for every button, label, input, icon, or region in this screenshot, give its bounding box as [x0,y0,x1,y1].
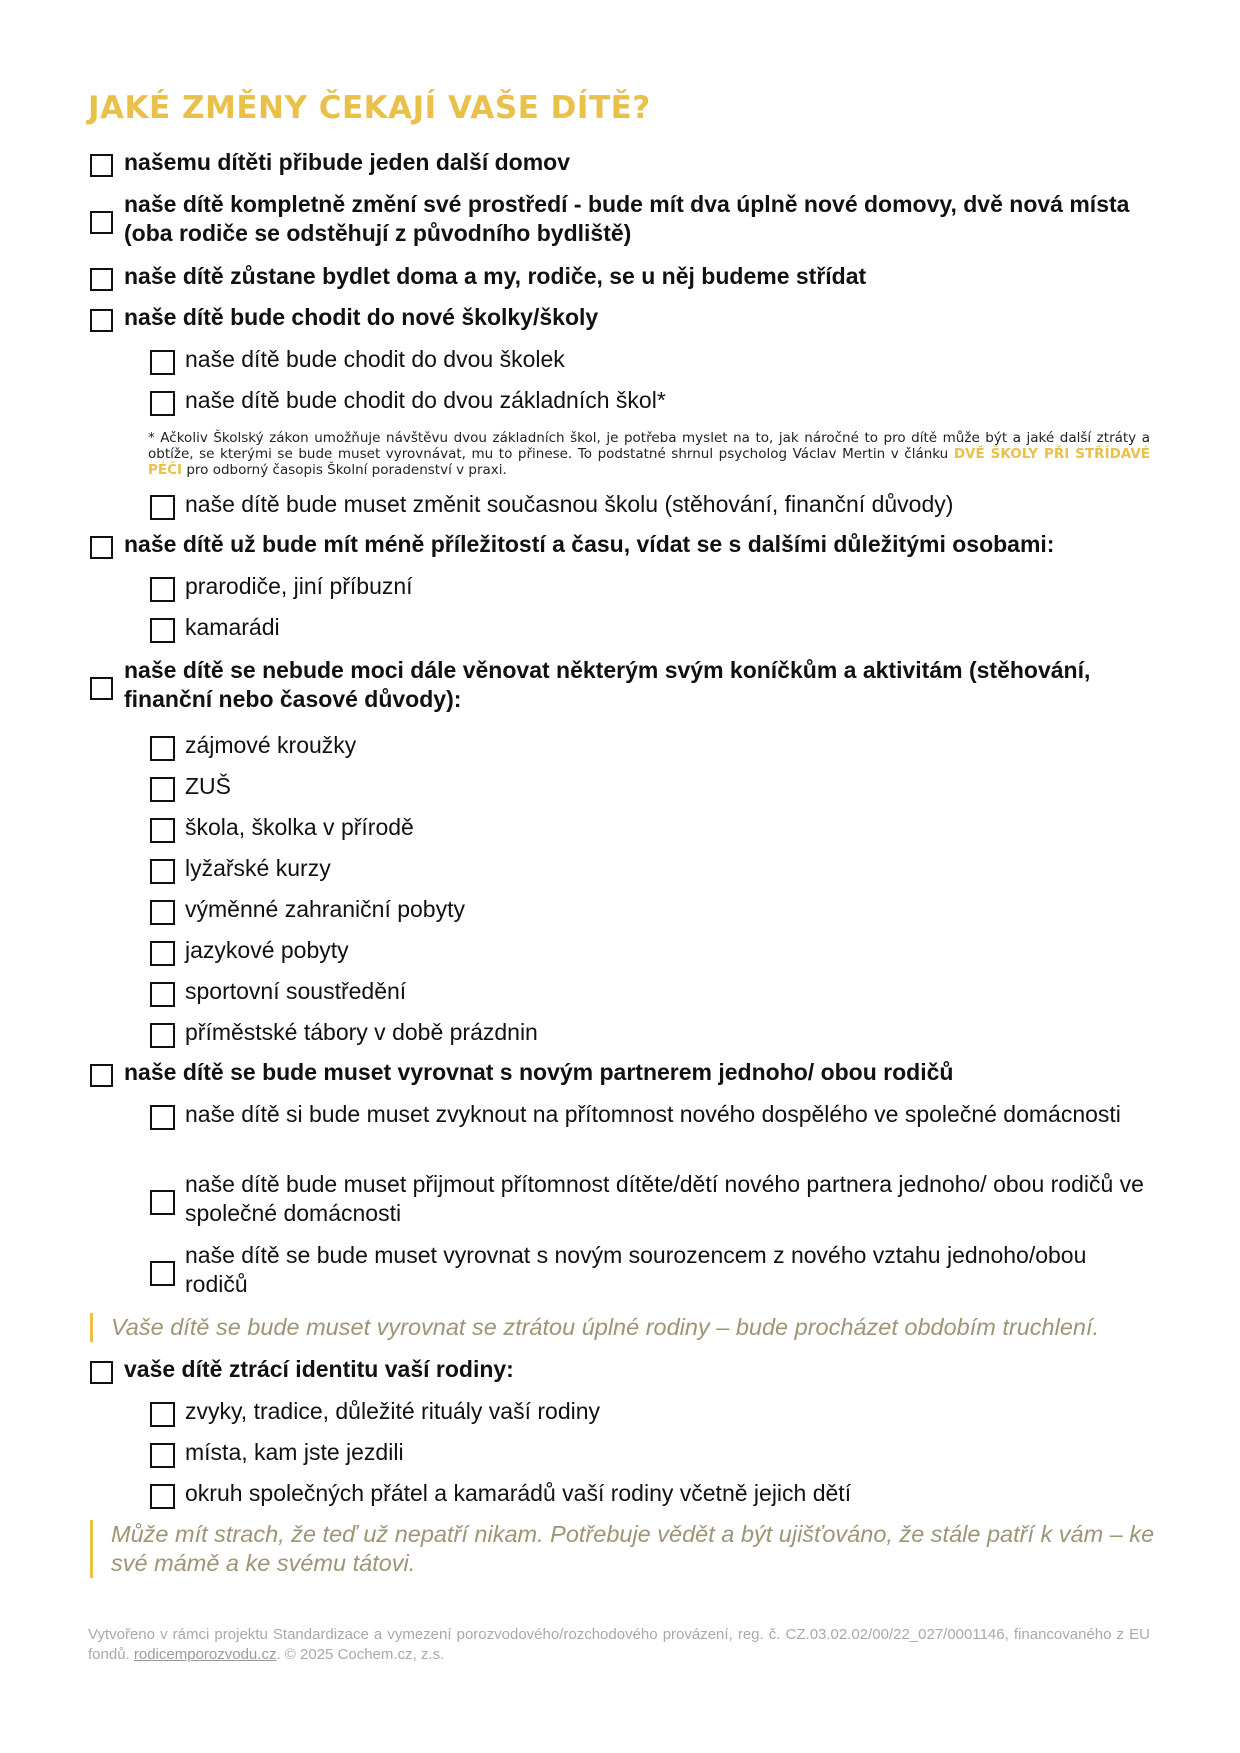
footnote-text: * Ačkoliv Školský zákon umožňuje návštěvu dvou základních škol, je potřeba myslet na to, jak náročné to pro dítě může být a jaké další ztráty a obtíže, se kterými se bude muset vyrovnávat, mu to přinese. To podstatné shrnul psycholog Václav Mertin v článku [148,430,1150,462]
footer-text: Vytvořeno v rámci projektu Standardizace a vymezení porozvodového/rozchodového provázení, reg. č. CZ.03.02.02/00/22_027/0001146, financovaného z EU fondů. [88,1626,1150,1663]
checkbox[interactable] [150,618,175,643]
checkbox[interactable] [150,1105,175,1130]
checklist-item-label: naše dítě kompletně změní své prostředí - bude mít dva úplně nové domovy, dvě nová místa (oba rodiče se odstěhují z původního bydliště) [124,191,1130,246]
checklist-subitem-label: kamarádi [185,614,280,640]
checkbox[interactable] [90,309,113,332]
checklist-subitem-label: sportovní soustředění [185,978,407,1004]
checklist-item [90,656,1150,714]
checkbox[interactable] [150,859,175,884]
footer-copyright: . © 2025 Cochem.cz, z.s. [276,1646,445,1663]
checklist-subitem [150,1396,1150,1427]
checklist-subitem [150,976,1150,1007]
checklist-item-label: našemu dítěti přibude jeden další domov [124,149,571,175]
checklist-subitem [150,812,1150,843]
checkbox[interactable] [90,536,113,559]
checklist-item-label: vaše dítě ztrácí identitu vaší rodiny: [124,1356,514,1382]
checklist-item [90,303,1150,332]
checklist-subitem-label: naše dítě bude muset změnit současnou školu (stěhování, finanční důvody) [185,491,954,517]
checklist-item [90,262,1150,291]
checklist-subitem [150,853,1150,884]
checklist-subitem [150,489,1150,520]
checklist-item-label: naše dítě už bude mít méně příležitostí a času, vídat se s dalšími důležitými osobami: [124,531,1055,557]
website-link[interactable]: rodicemporozvodu.cz [133,1646,277,1663]
checkbox[interactable] [150,350,175,375]
checklist-subitem [150,935,1150,966]
checkbox[interactable] [90,1361,113,1384]
checklist-subitem-label: lyžařské kurzy [185,855,331,881]
checklist-item [90,190,1150,248]
checklist-subitem-label: okruh společných přátel a kamarádů vaší rodiny včetně jejich dětí [185,1480,852,1506]
checklist-item-label: naše dítě bude chodit do nové školky/školy [124,304,599,330]
checkbox[interactable] [90,211,113,234]
checkbox[interactable] [150,1443,175,1468]
checklist-item [90,530,1150,559]
checkbox[interactable] [90,154,113,177]
footer [88,1625,1150,1665]
checklist-subitem [150,1017,1150,1048]
checkbox[interactable] [90,677,113,700]
checklist-subitem-label: místa, kam jste jezdili [185,1439,404,1465]
checklist-subitem-label: naše dítě se bude muset vyrovnat s novým sourozencem z nového vztahu jednoho/obou rodičů [185,1242,1087,1297]
checklist-subitem [150,612,1150,643]
checklist-subitem-label: ZUŠ [185,773,231,799]
checklist-subitem-label: naše dítě bude muset přijmout přítomnost dítěte/dětí nového partnera jednoho/ obou rodičů ve společné domácnosti [185,1171,1144,1226]
checklist-item-label: naše dítě zůstane bydlet doma a my, rodiče, se u něj budeme střídat [124,263,867,289]
checklist-item [90,148,1150,177]
checklist-item-label: naše dítě se bude muset vyrovnat s novým partnerem jednoho/ obou rodičů [124,1059,954,1085]
checkbox[interactable] [150,982,175,1007]
checklist-subitem-label: zájmové kroužky [185,732,357,758]
checklist-subitem-label: naše dítě si bude muset zvyknout na přítomnost nového dospělého ve společné domácnosti [185,1101,1121,1127]
checklist-subitem [150,1478,1150,1509]
footnote [148,430,1150,478]
quote-callout: Vaše dítě se bude muset vyrovnat se ztrátou úplné rodiny – bude procházet obdobím truchlení. [90,1313,1161,1342]
checkbox[interactable] [150,1261,175,1286]
checkbox[interactable] [90,268,113,291]
checkbox[interactable] [90,1064,113,1087]
checklist-subitem [150,730,1150,761]
checkbox[interactable] [150,941,175,966]
checklist-subitem [150,385,1150,416]
checklist-subitem [150,571,1150,602]
checklist-subitem-label: prarodiče, jiní příbuzní [185,573,413,599]
checklist-subitem [150,1099,1150,1130]
checklist-subitem-label: výměnné zahraniční pobyty [185,896,465,922]
checklist-item-label: naše dítě se nebude moci dále věnovat některým svým koníčkům a aktivitám (stěhování, finanční nebo časové důvody): [124,657,1091,712]
checklist-subitem [150,771,1150,802]
page-title: JAKÉ ZMĚNY ČEKAJÍ VAŠE DÍTĚ? [88,90,651,126]
checklist-subitem [150,1241,1150,1299]
article-link[interactable]: DVĚ ŠKOLY PŘI STŘÍDAVÉ PÉČI [148,446,1150,478]
footnote-text-end: pro odborný časopis Školní poradenství v praxi. [182,462,507,478]
checkbox[interactable] [150,1402,175,1427]
checkbox[interactable] [150,900,175,925]
checklist-subitem-label: příměstské tábory v době prázdnin [185,1019,538,1045]
checkbox[interactable] [150,736,175,761]
checklist-item [90,1355,1150,1384]
checklist-subitem-label: naše dítě bude chodit do dvou základních škol* [185,387,666,413]
quote-callout: Může mít strach, že teď už nepatří nikam. Potřebuje vědět a být ujišťováno, že stále patří k vám – ke své mámě a ke svému tátovi. [90,1520,1161,1578]
checkbox[interactable] [150,495,175,520]
checklist-subitem [150,344,1150,375]
checklist-subitem [150,1170,1150,1228]
checklist-subitem-label: zvyky, tradice, důležité rituály vaší rodiny [185,1398,601,1424]
checklist-item [90,1058,1150,1087]
checklist-subitem-label: naše dítě bude chodit do dvou školek [185,346,565,372]
checklist-subitem [150,1437,1150,1468]
checkbox[interactable] [150,1023,175,1048]
checklist-subitem-label: jazykové pobyty [185,937,349,963]
checkbox[interactable] [150,777,175,802]
checkbox[interactable] [150,391,175,416]
checkbox[interactable] [150,577,175,602]
checkbox[interactable] [150,1484,175,1509]
checkbox[interactable] [150,818,175,843]
checklist-subitem [150,894,1150,925]
checkbox[interactable] [150,1190,175,1215]
checklist-subitem-label: škola, školka v přírodě [185,814,414,840]
